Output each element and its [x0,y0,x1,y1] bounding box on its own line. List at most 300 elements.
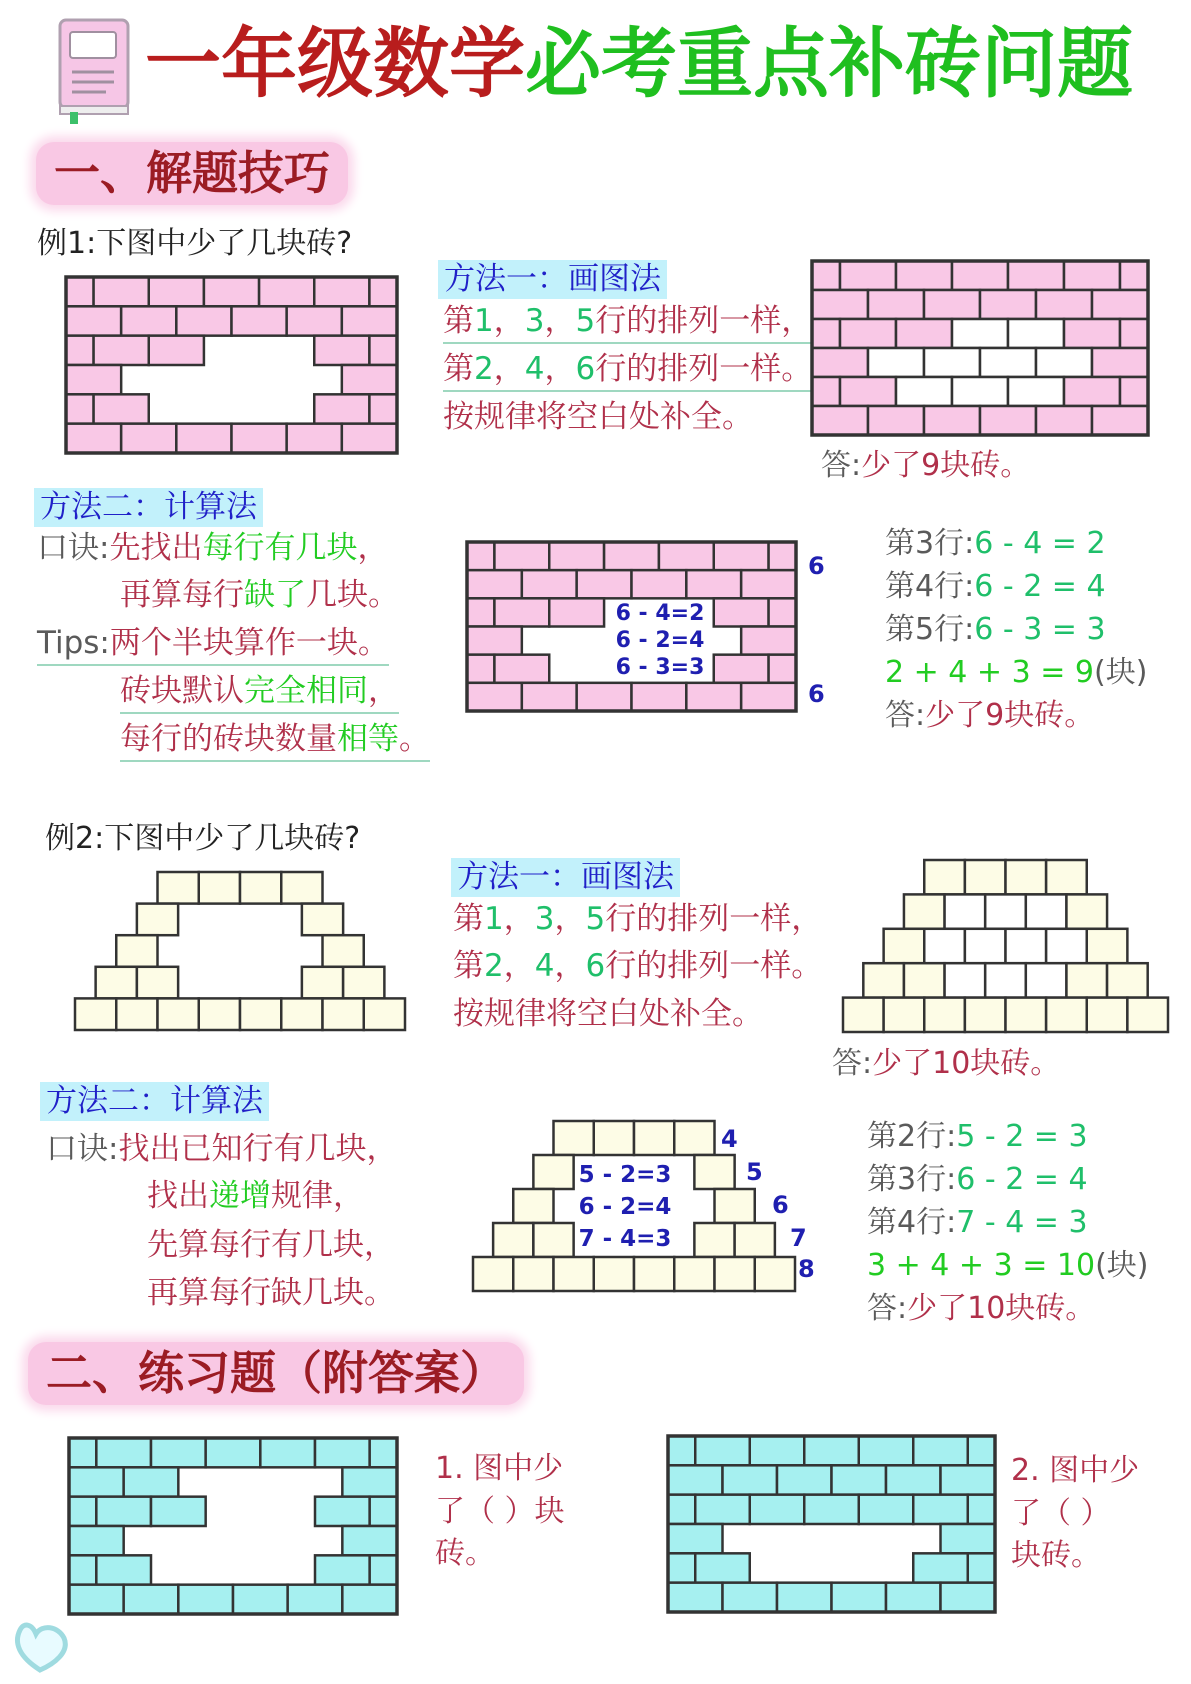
brick [843,998,884,1032]
brick [158,998,199,1030]
ex2-method1-line [453,996,763,1033]
text-segment: 第 [453,901,484,937]
text-segment: 第4行: [867,1205,957,1240]
brick [1066,894,1107,928]
brick [1036,290,1092,319]
brick [232,424,287,453]
hole-label: 5 - 2=3 [578,1162,672,1188]
brick [1008,261,1064,290]
brick [634,1257,674,1291]
brick [741,683,796,711]
brick [686,570,741,598]
brick [694,1155,734,1189]
text-segment: 第4行: [885,569,975,604]
filled-missing-brick [1006,929,1047,963]
brick [96,967,137,999]
brick [137,967,178,999]
text-segment: 第3行: [885,526,975,561]
text-segment: 2 [474,351,494,387]
brick [714,598,769,626]
filled-missing-brick [896,377,952,406]
ex1-hole-labels [610,601,710,681]
brick [1120,377,1148,406]
text-segment: 1 [484,901,504,937]
brick [1092,290,1148,319]
brick [370,1497,397,1526]
filled-missing-brick [1008,319,1064,348]
wall-row-count-label: 6 [808,680,825,708]
ex1-method2-line [37,530,388,567]
text-segment: 递增 [209,1178,271,1214]
brick [1087,998,1128,1032]
brick [840,319,896,348]
text-segment: 规律， [271,1178,364,1214]
brick [281,998,322,1030]
text-segment: 相等 [337,721,399,757]
text-segment: 再算每行 [120,577,244,613]
brick [695,1553,750,1582]
brick [896,319,952,348]
ex2-completed-trapezoid [843,860,1168,1032]
brick [96,1438,151,1467]
brick [840,377,896,406]
brick [859,1436,914,1465]
brick [868,290,924,319]
ex1-calc-line [885,655,1147,691]
brick [287,306,342,335]
brick [812,406,868,435]
brick [342,365,397,394]
brick [668,1495,695,1524]
text-segment: ， [368,673,399,709]
brick [577,570,632,598]
brick [715,1257,755,1291]
text-segment: 行的排列一样。 [595,351,813,387]
ex1-method2-line [120,721,430,762]
brick [149,277,204,306]
brick [686,683,741,711]
brick [369,336,397,365]
ex1-method1-line [443,351,812,392]
brick [941,1583,996,1612]
text-segment: ， [554,901,586,937]
brick [968,1436,995,1465]
brick [750,1436,805,1465]
brick [69,1555,96,1584]
brick [723,1465,778,1494]
brick [924,860,965,894]
brick [151,1438,206,1467]
question-line: 1. 图中少 [435,1451,564,1486]
text-segment: 再算每行缺几块。 [147,1275,395,1311]
brick [904,894,945,928]
brick [1066,963,1107,997]
ex1-method1-line [443,303,812,344]
brick [369,277,397,306]
ex1-brick-wall [66,277,397,453]
filled-missing-brick [1026,894,1067,928]
text-segment: ， [503,948,535,984]
text-segment: 少了10块砖。 [872,1046,1061,1081]
brick [668,1465,723,1494]
brick [741,627,796,655]
ex2-calc-line [867,1162,1088,1198]
brick [884,929,925,963]
row-count-label: 7 [790,1224,807,1252]
text-segment: 5 - 2 = 3 [956,1119,1088,1154]
brick [116,998,157,1030]
question-line: 2. 图中少 [1011,1453,1140,1488]
brick [494,542,549,570]
brick [315,1438,370,1467]
ex1-method2-label: 方法二：计算法 [34,488,263,527]
brick [741,570,796,598]
brick [533,1223,573,1257]
brick [342,1585,397,1614]
brick [199,872,240,904]
brick [467,683,522,711]
page-title [145,19,1133,108]
brick [158,872,199,904]
text-segment: 5 [575,303,596,339]
brick [522,570,577,598]
text-segment: 行的排列一样， [605,901,823,937]
filled-missing-brick [985,894,1026,928]
text-segment: 3 [524,303,545,339]
text-segment: ， [357,530,389,566]
brick [1087,929,1128,963]
brick [467,570,522,598]
text-segment: 2 [484,948,504,984]
text-segment: 5 [585,901,606,937]
brick [812,377,840,406]
text-segment: 先算每行有几块， [147,1227,395,1263]
brick [370,1438,397,1467]
filled-missing-brick [868,348,924,377]
brick [968,1553,995,1582]
brick [121,306,176,335]
hole-label: 7 - 4=3 [578,1226,672,1253]
brick [206,1438,261,1467]
ex2-calc-line [867,1291,1095,1327]
text-segment: 行的排列一样， [595,303,813,339]
brick [364,998,405,1030]
filled-missing-brick [952,319,1008,348]
brick [812,319,840,348]
text-segment: 行的排列一样。 [605,948,823,984]
brick [694,1223,734,1257]
filled-missing-brick [952,377,1008,406]
brick [66,306,121,335]
ex1-calc-line [885,526,1106,562]
brick [370,1555,397,1584]
brick [513,1189,553,1223]
brick [323,935,364,967]
text-segment: (块) [1095,1248,1149,1283]
ex2-method1-line [453,901,822,938]
filled-missing-brick [924,348,980,377]
filled-missing-brick [924,929,965,963]
text-segment: 口诀: [46,1131,119,1167]
brick [1036,406,1092,435]
brick [769,655,796,683]
brick [980,406,1036,435]
filled-missing-brick [980,348,1036,377]
brick [913,1553,968,1582]
practice2-question [1011,1450,1139,1578]
brick [467,542,494,570]
filled-missing-brick [945,894,986,928]
ex1-answer [821,448,1030,484]
text-segment: 完全相同 [244,673,368,709]
brick [137,904,178,936]
brick [116,935,157,967]
brick [769,598,796,626]
text-segment: 第5行: [885,612,975,647]
brick [1127,998,1168,1032]
brick [124,1467,179,1496]
brick [904,963,945,997]
row-count-label: 8 [798,1255,815,1283]
brick [302,967,343,999]
brick [94,394,149,423]
brick [178,1585,233,1614]
filled-missing-brick [1008,377,1064,406]
text-segment: 6 [575,351,596,387]
title-part2: 必考重点补砖问题 [525,19,1133,108]
brick [634,1121,674,1155]
question-line: 了（ ） [1011,1495,1111,1531]
brick [342,306,397,335]
text-segment: 3 + 4 + 3 = 10 [867,1248,1096,1283]
practice1-question [435,1448,565,1576]
text-segment: 少了10块砖。 [907,1291,1096,1326]
brick [777,1583,832,1612]
brick [886,1465,941,1494]
brick [750,1495,805,1524]
text-segment: 答: [885,698,926,733]
brick [715,1189,755,1223]
brick [859,1495,914,1524]
brick [494,598,549,626]
ex2-question: 例2:下图中少了几块砖? [45,821,361,856]
brick [965,998,1006,1032]
brick [302,904,343,936]
practice1-brick-wall [69,1438,397,1614]
text-segment: 少了9块砖。 [861,448,1031,483]
ex1-method2-line [37,625,389,666]
brick [240,872,281,904]
row-count-label: 4 [721,1125,738,1153]
text-segment: 砖块默认 [120,673,244,709]
brick [66,365,121,394]
brick [342,424,397,453]
brick [913,1495,968,1524]
brick [69,1467,124,1496]
ex1-calc-line [885,612,1106,648]
text-segment: 少了9块砖。 [925,698,1095,733]
brick [668,1524,723,1553]
brick [1064,377,1120,406]
text-segment: 1 [474,303,494,339]
brick [659,542,714,570]
brick [832,1465,887,1494]
brick [69,1497,96,1526]
brick [259,277,314,306]
brick [467,598,494,626]
ex2-method2-line [147,1178,364,1215]
ex1-calc-line [885,698,1094,734]
brick [868,406,924,435]
brick [924,290,980,319]
brick [723,1583,778,1612]
row-count-label: 5 [746,1158,763,1186]
hole-label: 6 - 2=4 [578,1194,672,1221]
brick [176,306,231,335]
text-segment: 答: [832,1046,873,1081]
brick [632,570,687,598]
text-segment: Tips: [37,625,110,661]
text-segment: 6 - 2 = 4 [956,1162,1088,1197]
filled-missing-brick [945,963,986,997]
question-line: 了（ ）块 [435,1493,565,1529]
book-icon [56,16,136,124]
heart-icon [10,1612,74,1676]
brick [804,1495,859,1524]
row-count-label: 6 [772,1191,789,1219]
brick [96,1497,151,1526]
brick [260,1438,315,1467]
hole-label: 6 - 2=4 [615,627,705,653]
filled-missing-brick [965,929,1006,963]
ex2-method1-line [453,948,822,985]
brick [343,967,384,999]
brick [94,336,149,365]
brick [840,261,896,290]
hole-label: 6 - 4=2 [615,601,705,626]
brick [314,336,369,365]
text-segment: 第3行: [867,1162,957,1197]
ex2-method2-line [147,1275,395,1312]
text-segment: 6 - 4 = 2 [974,526,1106,561]
brick [695,1436,750,1465]
brick [1092,348,1148,377]
ex1-question: 例1:下图中少了几块砖? [37,226,353,261]
section1-heading: 一、解题技巧 [36,142,348,205]
brick [204,277,259,306]
hole-label: 6 - 3=3 [615,654,705,680]
brick [96,1555,151,1584]
brick [769,542,796,570]
text-segment: 几块。 [306,577,399,613]
brick [668,1583,723,1612]
text-segment: 6 [585,948,606,984]
wall-row-count-label: 6 [808,552,825,580]
ex2-answer [832,1046,1060,1082]
brick [342,1467,397,1496]
text-segment: 4 [524,351,545,387]
brick [1120,319,1148,348]
text-segment: 第 [453,948,484,984]
brick [884,998,925,1032]
brick [674,1257,714,1291]
brick [632,683,687,711]
text-segment: (块) [1093,655,1148,690]
brick [554,1257,594,1291]
text-segment: 。 [399,721,430,757]
text-segment: 先找出 [109,530,203,566]
brick [69,1585,124,1614]
text-segment: 第 [443,351,474,387]
brick [804,1436,859,1465]
text-segment: 第 [443,303,474,339]
ex1-method2-line [120,577,399,614]
ex1-method2-line [120,673,399,714]
text-segment: 每行的砖块数量 [120,721,337,757]
ex2-calc-line [867,1119,1088,1155]
brick [886,1583,941,1612]
text-segment: 答: [867,1291,908,1326]
brick [522,683,577,711]
brick [924,998,965,1032]
brick [66,424,121,453]
brick [1006,860,1047,894]
brick [369,394,397,423]
text-segment: ， [554,948,586,984]
text-segment: ， [503,901,535,937]
brick [66,336,94,365]
ex2-method1-label: 方法一：画图法 [451,858,680,897]
title-part1: 一年级数学 [145,19,525,108]
text-segment: 按规律将空白处补全。 [453,996,763,1032]
ex2-brick-trapezoid [75,872,405,1030]
brick [668,1436,695,1465]
brick [342,1526,397,1555]
brick [315,1497,370,1526]
filled-missing-brick [1026,963,1067,997]
brick [812,290,868,319]
text-segment: ， [493,303,525,339]
brick [494,655,549,683]
brick [913,1436,968,1465]
brick [1046,998,1087,1032]
brick [314,394,369,423]
filled-missing-brick [1036,348,1092,377]
brick [594,1121,634,1155]
brick [952,261,1008,290]
brick [124,1585,179,1614]
brick [812,261,840,290]
brick [941,1465,996,1494]
brick [69,1526,124,1555]
text-segment: 6 - 3 = 3 [974,612,1106,647]
brick [493,1223,533,1257]
text-segment: 每行有几块 [202,530,358,566]
text-segment: 2 + 4 + 3 = 9 [885,655,1094,690]
brick [315,1555,370,1584]
brick [594,1257,634,1291]
brick [176,424,231,453]
brick [1092,406,1148,435]
brick [232,306,287,335]
text-segment: ， [544,351,576,387]
text-segment: 答: [821,448,862,483]
text-segment: 6 - 2 = 4 [974,569,1106,604]
brick [714,542,769,570]
brick [714,655,769,683]
brick [66,394,94,423]
ex2-method2-label: 方法二：计算法 [40,1082,269,1121]
